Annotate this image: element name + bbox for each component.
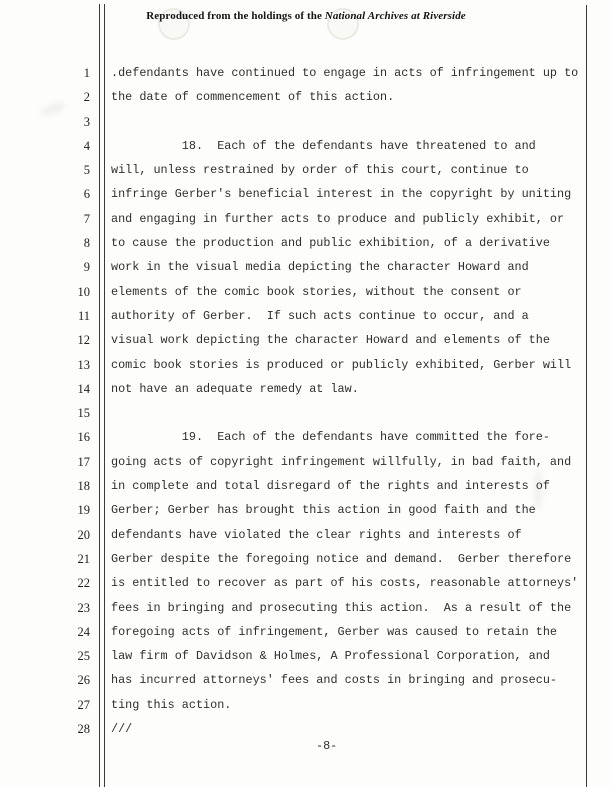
line-text: .defendants have continued to engage in acts of infringement up to [111, 66, 579, 80]
pleading-line-row [0, 110, 612, 134]
archive-reproduction-stamp [0, 10, 612, 22]
pleading-line-row [0, 353, 612, 377]
line-text: has incurred attorneys' fees and costs in bringing and prosecu- [111, 673, 557, 688]
line-number: 20 [77, 527, 90, 542]
line-text: work in the visual media depicting the character Howard and [111, 260, 529, 275]
line-number: 8 [83, 236, 90, 251]
line-number: 6 [83, 187, 90, 202]
line-text: authority of Gerber. If such acts continue to occur, and a [111, 308, 529, 323]
pleading-line-row [0, 596, 612, 620]
line-number: 2 [83, 90, 90, 105]
pleading-line-row [0, 280, 612, 304]
pleading-line-row [0, 158, 612, 182]
pleading-line-row [0, 182, 612, 206]
pleading-body-lines [0, 61, 612, 741]
line-text: not have an adequate remedy at law. [111, 381, 359, 396]
archive-stamp-emphasis: National Archives at Riverside [324, 10, 466, 22]
pleading-line-row [0, 231, 612, 255]
line-text: 18. Each of the defendants have threatened to and [111, 138, 536, 153]
line-text: going acts of copyright infringement willfully, in bad faith, and [111, 454, 572, 469]
line-text: visual work depicting the character Howard and elements of the [111, 333, 550, 348]
pleading-line-row [0, 620, 612, 644]
pleading-line-row [0, 498, 612, 522]
line-text: Gerber despite the foregoing notice and demand. Gerber therefore [111, 551, 572, 566]
line-number: 3 [83, 114, 90, 129]
line-number: 12 [77, 333, 90, 348]
pleading-line-row [0, 328, 612, 352]
pleading-line-row [0, 693, 612, 717]
pleading-line-row [0, 255, 612, 279]
pleading-line-row [0, 668, 612, 692]
pleading-line-row [0, 450, 612, 474]
pleading-line-row [0, 85, 612, 109]
line-number: 13 [77, 357, 90, 372]
line-number: 18 [77, 479, 90, 494]
line-number: 4 [83, 138, 90, 153]
pleading-line-row [0, 644, 612, 668]
line-text: the date of commencement of this action. [111, 90, 395, 105]
line-text: elements of the comic book stories, without the consent or [111, 284, 522, 299]
line-number: 22 [77, 576, 90, 591]
pleading-line-row [0, 425, 612, 449]
line-number: 5 [83, 163, 90, 178]
line-number: 1 [83, 66, 90, 80]
page-number: -8- [316, 739, 338, 753]
archive-stamp-text: Reproduced from the holdings of the [146, 10, 325, 22]
line-number: 17 [77, 454, 90, 469]
pleading-line-row [0, 523, 612, 547]
line-text: 19. Each of the defendants have committed the fore- [111, 430, 550, 445]
line-number: 9 [83, 260, 90, 275]
line-text: in complete and total disregard of the rights and interests of [111, 479, 550, 494]
line-number: 7 [83, 211, 90, 226]
line-text: foregoing acts of infringement, Gerber was caused to retain the [111, 624, 557, 639]
pleading-line-row [0, 571, 612, 595]
line-number: 10 [77, 284, 90, 299]
pleading-line-row [0, 61, 612, 85]
pleading-line-row [0, 401, 612, 425]
line-text: is entitled to recover as part of his costs, reasonable attorneys' [111, 576, 579, 591]
line-text: to cause the production and public exhibition, of a derivative [111, 236, 550, 251]
line-text: infringe Gerber's beneficial interest in the copyright by uniting [111, 187, 572, 202]
line-text: /// [111, 722, 133, 737]
pleading-line-row [0, 304, 612, 328]
pleading-line-row [0, 547, 612, 571]
line-number: 23 [77, 600, 90, 615]
pleading-line-row [0, 474, 612, 498]
line-number: 28 [77, 722, 90, 737]
line-number: 26 [77, 673, 90, 688]
line-number: 15 [77, 406, 90, 421]
pleading-line-row [0, 134, 612, 158]
line-number: 25 [77, 649, 90, 664]
line-number: 11 [77, 308, 90, 323]
line-number: 14 [77, 381, 90, 396]
line-text: Gerber; Gerber has brought this action in good faith and the [111, 503, 536, 518]
line-number: 27 [77, 697, 90, 712]
line-text: will, unless restrained by order of this court, continue to [111, 163, 529, 178]
line-text: and engaging in further acts to produce and publicly exhibit, or [111, 211, 565, 226]
line-number: 19 [77, 503, 90, 518]
line-number: 24 [77, 624, 90, 639]
line-text: defendants have violated the clear rights and interests of [111, 527, 522, 542]
line-text: law firm of Davidson & Holmes, A Professional Corporation, and [111, 649, 550, 664]
line-text: ting this action. [111, 697, 232, 712]
line-number: 16 [77, 430, 90, 445]
line-text: comic book stories is produced or publicly exhibited, Gerber will [111, 357, 572, 372]
line-text: fees in bringing and prosecuting this action. As a result of the [111, 600, 572, 615]
pleading-line-row [0, 717, 612, 741]
pleading-line-row [0, 377, 612, 401]
line-number: 21 [77, 551, 90, 566]
pleading-line-row [0, 207, 612, 231]
